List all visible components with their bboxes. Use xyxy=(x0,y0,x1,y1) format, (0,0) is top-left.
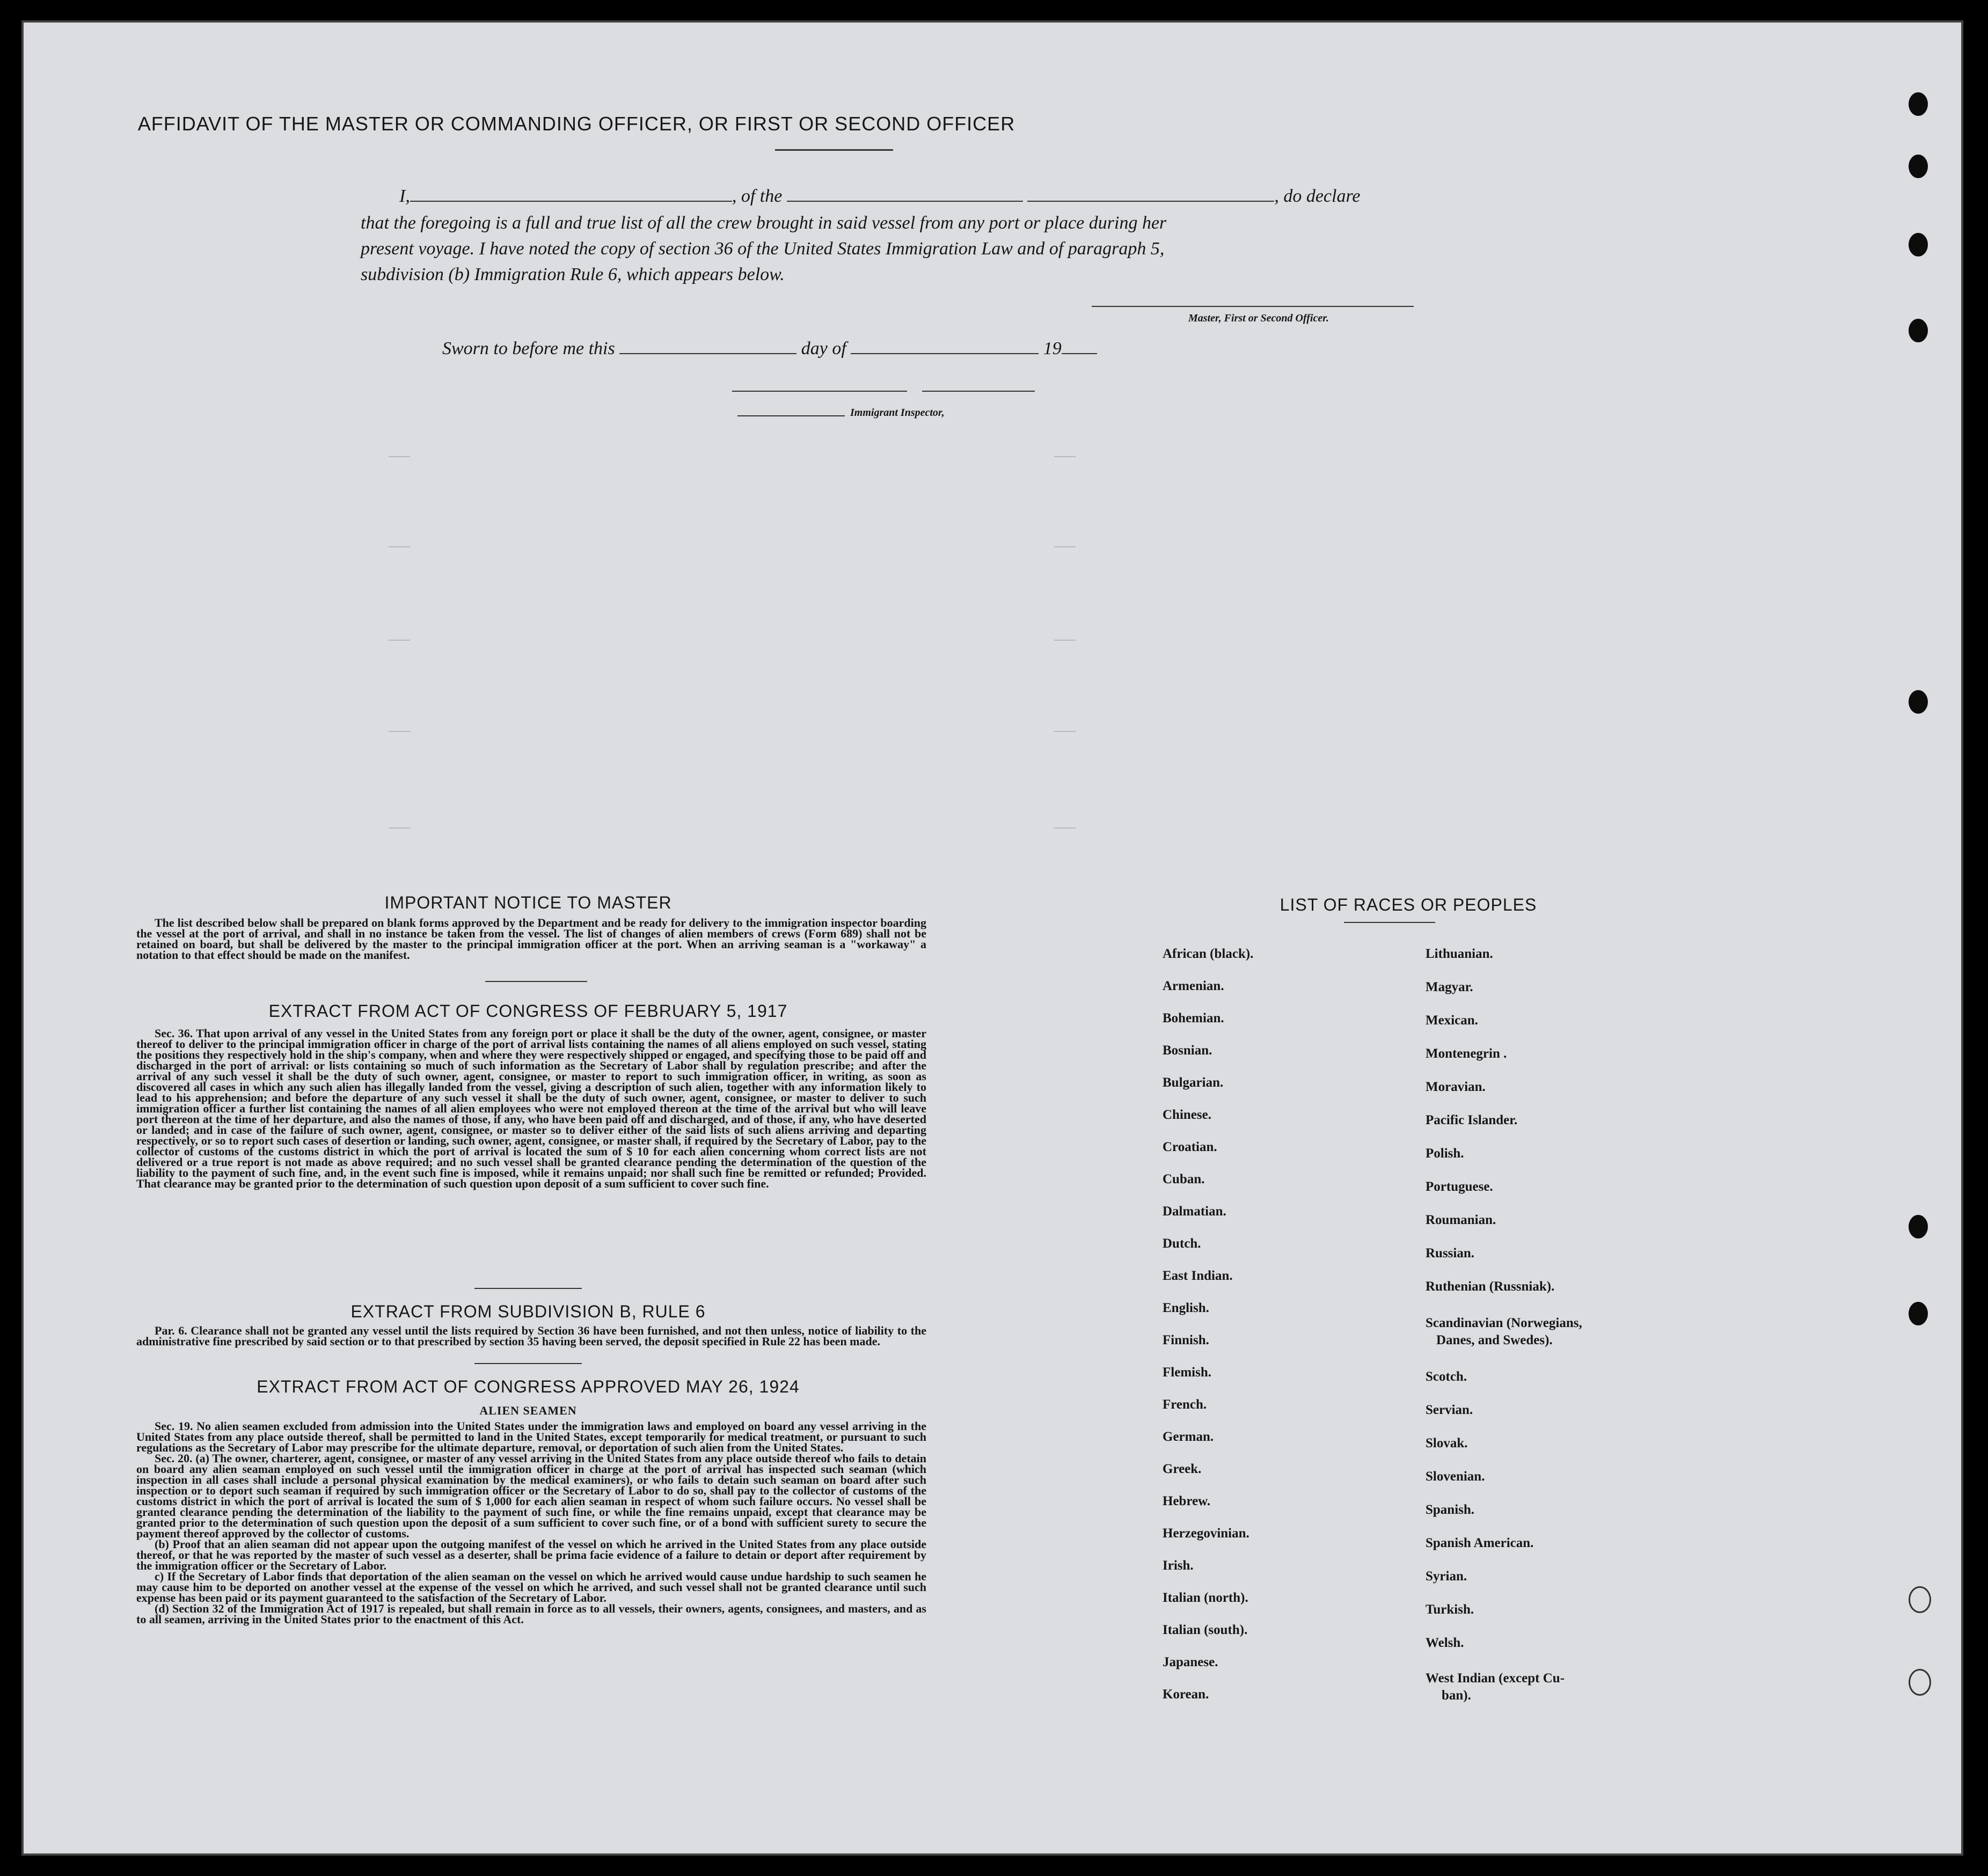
race-item: Italian (south). xyxy=(1163,1623,1248,1637)
sworn-year-prefix: 19 xyxy=(1043,339,1062,358)
race-item: Hebrew. xyxy=(1163,1494,1211,1508)
faint-mark xyxy=(1054,827,1076,829)
inspector-line-3[interactable] xyxy=(737,415,845,416)
binder-hole xyxy=(1909,1669,1931,1696)
declaration-line-1 xyxy=(399,184,1419,209)
extract-1924-paragraph-4: c) If the Secretary of Labor finds that deportation of the alien seaman on the vessel on which he arrived would cause undue hardship to such seamen he may cause him to be deported on another vessel at the expense of the vessel on which he arrived, and such vessel shall not be granted clearance until such expense has been paid or its payment guaranteed to the satisfaction of the Secretary of Labor. xyxy=(136,1570,926,1604)
race-item: German. xyxy=(1163,1430,1214,1444)
race-item: Portuguese. xyxy=(1426,1179,1493,1194)
race-item: African (black). xyxy=(1163,947,1254,961)
vessel-field[interactable] xyxy=(1027,186,1274,202)
race-item: Irish. xyxy=(1163,1558,1194,1573)
race-item: Armenian. xyxy=(1163,979,1224,993)
sworn-year-field[interactable] xyxy=(1062,338,1097,354)
race-item: Scotch. xyxy=(1426,1369,1467,1384)
declaration-i: I, xyxy=(399,186,410,206)
race-item: Dutch. xyxy=(1163,1236,1201,1251)
extract-1924-paragraph-5: (d) Section 32 of the Immigration Act of 1917 is repealed, but shall remain in force as to all vessels, their owners, agents, consignees, and masters, and as to all seamen, arriving in the United States prior to the enactment of this Act. xyxy=(136,1602,926,1626)
sworn-day-field[interactable] xyxy=(619,338,796,354)
faint-mark xyxy=(1054,640,1076,641)
name-field[interactable] xyxy=(410,186,732,202)
sworn-line xyxy=(442,336,1194,362)
race-item: Danes, and Swedes). xyxy=(1436,1333,1553,1347)
extract-rule6-paragraph: Par. 6. Clearance shall not be granted any vessel until the lists required by Section 36 have been furnished, and not then unless, notice of liability to the administrative fine prescribed by said section or to that prescribed by section 35 having been served, the deposit specified in Rule 22 has been made. xyxy=(136,1324,926,1348)
race-item: Scandinavian (Norwegians, xyxy=(1426,1316,1582,1330)
notice-divider xyxy=(485,981,587,982)
race-item: Spanish American. xyxy=(1426,1536,1534,1550)
inspector-line-1[interactable] xyxy=(732,391,907,392)
faint-mark xyxy=(389,731,410,732)
binder-hole xyxy=(1909,1215,1928,1239)
race-item: Roumanian. xyxy=(1426,1213,1496,1227)
notice-body xyxy=(136,918,926,961)
extract-1924-paragraph-1: Sec. 19. No alien seamen excluded from admission into the United States under the immigration laws and employed on board any vessel arriving in the United States from any place outside thereof, shall be permitted to land in the United States, except temporarily for medical treatment, or pursuant to such regulations as the Secretary of Labor may prescribe for the ultimate departure, removal, or deportation of such alien from the United States. xyxy=(136,1419,926,1454)
race-item: Mexican. xyxy=(1426,1013,1478,1028)
extract-1924-subtitle: ALIEN SEAMEN xyxy=(479,1404,577,1417)
sworn-text: Sworn to before me this xyxy=(442,339,615,358)
races-title: LIST OF RACES OR PEOPLES xyxy=(1280,895,1537,914)
extract-1917-body xyxy=(136,1028,926,1189)
extract-1917-paragraph: Sec. 36. That upon arrival of any vessel in the United States from any foreign port or place it shall be the duty of the owner, agent, consignee, or master thereof to deliver to the principal immigration officer in charge of the port of arrival lists containing the names of all aliens employed on such vessel, stating the positions they respectively hold in the ship's company, when and where they were respectively shipped or engaged, and specifying those to be paid off and discharged in the port of arrival: or lists containing so much of such information as the Secretary of Labor shall by regulation prescribe; and after the arrival of any such vessel it shall be the duty of such owner, agent, consignee, or master to report to such immigration officer, in writing, as soon as discovered all cases in which any such alien has illegally landed from the vessel, giving a description of such alien, together with any information likely to lead to his apprehension; and before the departure of any such vessel it shall be the duty of such owner, agent, consignee, or master to deliver to such immigration officer a further list containing the names of all alien employees who were not employed thereon at the time of the arrival but who will leave port thereon at the time of her departure, and also the names of those, if any, who have been paid off and discharged, and of those, if any, who have deserted or landed; and in case of the failure of such owner, agent, consignee, or master so to deliver either of the said lists of such aliens arriving and departing respectively, or so to report such cases of desertion or landing, such owner, agent, consignee, or master shall, if required by the Secretary of Labor, pay to the collector of customs of the customs district in which the port of arrival is located the sum of $ 10 for each alien concerning whom correct lists are not delivered or a true report is not made as above required; and no such vessel shall be granted clearance pending the determination of the question of the liability to the payment of such fine, and, in the event such fine is imposed, while it remains unpaid; nor shall such fine be remitted or refunded; Provided. That clearance may be granted prior to the determination of such question upon deposit of a sum sufficient to cover such fine. xyxy=(136,1027,926,1190)
race-item: Ruthenian (Russniak). xyxy=(1426,1279,1555,1294)
extract-1924-paragraph-2: Sec. 20. (a) The owner, charterer, agent, consignee, or master of any vessel arriving in the United States from any place outside thereof who fails to detain on board any alien seaman employed on such vessel until the immigration officer in charge at the port of arrival has inspected such seaman (which inspection in all cases shall include a personal physical examination by the medical examiners), or who fails to detain such seaman on board after such inspection or to deport such seaman if required by such immigration officer or the Secretary of Labor to do so, shall pay to the collector of customs of the customs district in which the port of arrival is located the sum of $ 1,000 for each alien seaman in respect of whom such failure occurs. No vessel shall be granted clearance pending the determination of the liability to the payment of such fine, or while the fine remains unpaid, except that clearance may be granted prior to the determination of such question upon the deposit of a sum sufficient to cover such fine, or of a bond with sufficient surety to secure the payment thereof approved by the collector of customs. xyxy=(136,1452,926,1540)
notice-paragraph: The list described below shall be prepared on blank forms approved by the Department and be ready for delivery to the immigration inspector boarding the vessel at the port of arrival, and shall in no instance be taken from the vessel. The list of changes of alien members of crews (Form 689) shall not be retained on board, but shall be delivered by the master to the principal immigration officer at the port. When an arriving seaman is a "workaway" a notation to that effect should be made on the manifest. xyxy=(136,916,926,962)
declaration-of-the: , of the xyxy=(732,186,783,206)
race-item: West Indian (except Cu- xyxy=(1426,1671,1565,1686)
race-item: Dalmatian. xyxy=(1163,1204,1226,1219)
extract-1917-title: EXTRACT FROM ACT OF CONGRESS OF FEBRUARY 5, 1917 xyxy=(268,1001,788,1021)
binder-hole xyxy=(1909,92,1928,116)
race-item: Lithuanian. xyxy=(1426,947,1493,961)
rank-field[interactable] xyxy=(787,186,1023,202)
race-item: Russian. xyxy=(1426,1246,1475,1261)
race-item: Greek. xyxy=(1163,1462,1202,1476)
binder-hole xyxy=(1909,233,1928,257)
race-item: French. xyxy=(1163,1397,1207,1412)
manifest-page xyxy=(21,20,1963,1856)
declaration-line-4: subdivision (b) Immigration Rule 6, which appears below. xyxy=(361,265,785,284)
signature-line[interactable] xyxy=(1092,306,1414,307)
races-divider xyxy=(1344,922,1435,923)
sworn-day-of: day of xyxy=(801,339,846,358)
faint-mark xyxy=(1054,546,1076,547)
extract-1924-paragraph-3: (b) Proof that an alien seaman did not appear upon the outgoing manifest of the vessel on which he arrived in the United States from any place outside thereof, or that he was reported by the master of such vessel as a deserter, shall be prima facie evidence of a failure to detain or deport after requirement by the immigration officer or the Secretary of Labor. xyxy=(136,1537,926,1572)
race-item: Italian (north). xyxy=(1163,1591,1248,1605)
declaration-line-2: that the foregoing is a full and true list of all the crew brought in said vessel from any port or place during her xyxy=(361,213,1167,233)
declaration-do-declare: , do declare xyxy=(1274,186,1361,206)
binder-hole xyxy=(1909,319,1928,342)
race-item: Turkish. xyxy=(1426,1602,1474,1617)
race-item: Spanish. xyxy=(1426,1503,1475,1517)
extract-1924-body xyxy=(136,1421,926,1625)
race-item: Croatian. xyxy=(1163,1140,1217,1154)
race-item: Pacific Islander. xyxy=(1426,1113,1518,1127)
race-item: Cuban. xyxy=(1163,1172,1205,1186)
binder-hole xyxy=(1909,690,1928,714)
inspector-label: Immigrant Inspector, xyxy=(850,407,945,419)
race-item: Herzegovinian. xyxy=(1163,1526,1249,1541)
race-item: Magyar. xyxy=(1426,980,1473,994)
signature-label: Master, First or Second Officer. xyxy=(1188,312,1329,324)
faint-mark xyxy=(1054,731,1076,732)
race-item: Montenegrin . xyxy=(1426,1046,1507,1061)
extract-1924-title: EXTRACT FROM ACT OF CONGRESS APPROVED MAY 26, 1924 xyxy=(257,1377,800,1396)
race-item: Welsh. xyxy=(1426,1636,1464,1650)
race-item: Bohemian. xyxy=(1163,1011,1224,1025)
faint-mark xyxy=(389,546,410,547)
race-item: Slovenian. xyxy=(1426,1469,1485,1484)
binder-hole xyxy=(1909,1586,1931,1613)
binder-hole xyxy=(1909,155,1928,178)
sworn-month-field[interactable] xyxy=(851,338,1039,354)
extract-rule6-title: EXTRACT FROM SUBDIVISION B, RULE 6 xyxy=(350,1302,706,1321)
race-item: Bosnian. xyxy=(1163,1043,1212,1058)
affidavit-title: AFFIDAVIT OF THE MASTER OR COMMANDING OFFICER, OR FIRST OR SECOND OFFICER xyxy=(137,113,1015,135)
faint-mark xyxy=(1054,456,1076,457)
race-item: Polish. xyxy=(1426,1146,1464,1161)
race-item: Finnish. xyxy=(1163,1333,1209,1347)
race-item: Bulgarian. xyxy=(1163,1075,1224,1090)
extract-rule6-divider xyxy=(474,1363,582,1364)
declaration-line-3: present voyage. I have noted the copy of section 36 of the United States Immigration Law and of paragraph 5, xyxy=(361,239,1165,259)
inspector-line-2[interactable] xyxy=(922,391,1035,392)
race-item: East Indian. xyxy=(1163,1269,1233,1283)
race-item: Slovak. xyxy=(1426,1436,1468,1450)
race-item: Flemish. xyxy=(1163,1365,1211,1380)
race-item: Korean. xyxy=(1163,1687,1209,1702)
race-item: Moravian. xyxy=(1426,1080,1486,1094)
faint-mark xyxy=(389,640,410,641)
race-item: Chinese. xyxy=(1163,1108,1211,1122)
race-item: ban). xyxy=(1442,1688,1471,1703)
race-item: Servian. xyxy=(1426,1403,1473,1417)
extract-rule6-body xyxy=(136,1325,926,1347)
extract-1917-divider xyxy=(474,1288,582,1289)
binder-hole xyxy=(1909,1302,1928,1325)
faint-mark xyxy=(389,827,410,829)
race-item: English. xyxy=(1163,1301,1209,1315)
race-item: Syrian. xyxy=(1426,1569,1467,1584)
faint-mark xyxy=(389,456,410,457)
race-item: Japanese. xyxy=(1163,1655,1218,1669)
notice-title: IMPORTANT NOTICE TO MASTER xyxy=(384,893,672,912)
title-divider xyxy=(775,149,893,151)
